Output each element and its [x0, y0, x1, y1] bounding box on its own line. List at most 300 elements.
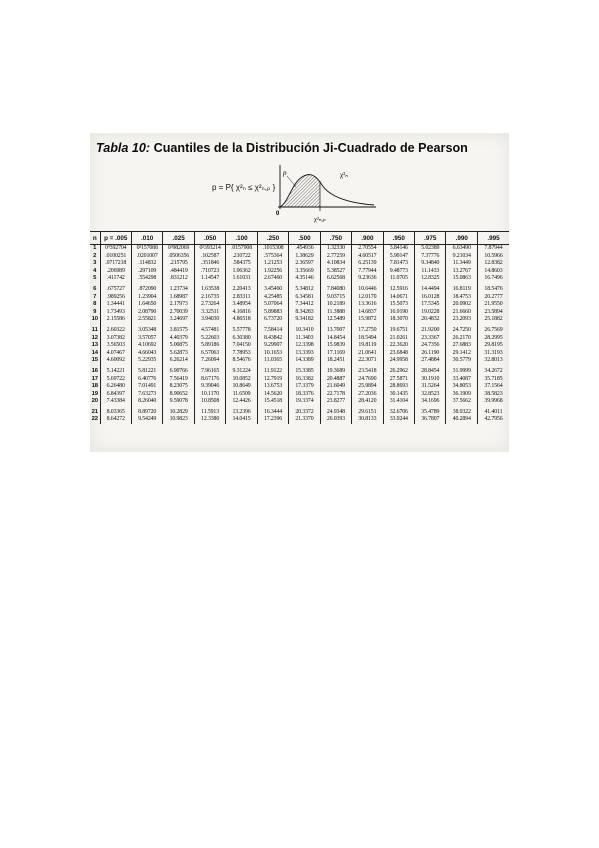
table-row [90, 294, 509, 302]
table-cell: 19.0228 [415, 309, 446, 317]
row-n-cell: 2 [90, 253, 100, 261]
table-cell: 24.7690 [352, 376, 383, 384]
table-row [90, 309, 509, 317]
table-cell: .351846 [194, 260, 225, 268]
table-cell: 10.5966 [484, 252, 503, 259]
table-cell: 6.84397 [100, 391, 131, 399]
table-cell: 3.32511 [194, 309, 225, 317]
table-cell: 21.9200 [415, 324, 446, 335]
table-cell: 28.2995 [484, 334, 503, 341]
label-chi: χ²ₙ [340, 171, 348, 179]
table-cell: 0⁴392704 [100, 245, 131, 253]
table-cell: 16.3382 [289, 376, 320, 384]
table-cell: 29.6151 [352, 406, 383, 417]
table-cell: 26.2170 [446, 335, 477, 343]
table-row [90, 365, 509, 376]
table-cell: 8.90652 [163, 391, 194, 399]
table-cell: 12.3380 [194, 416, 225, 424]
table-cell: 39.9968 [484, 398, 503, 405]
table-cell: 2.77259 [320, 253, 351, 261]
row-n-cell: 13 [90, 342, 100, 350]
table-cell: 4.60517 [352, 253, 383, 261]
table-cell: 6.26480 [100, 383, 131, 391]
table-cell: 33.9244 [383, 416, 414, 424]
table-cell: 24.9958 [383, 357, 414, 365]
table-cell: 11.0705 [383, 275, 414, 283]
table-cell: 18.5494 [352, 335, 383, 343]
table-cell: 11.3449 [446, 260, 477, 268]
table-cell: 42.7956 [484, 416, 503, 423]
header-n: n [90, 232, 100, 245]
row-n-cell: 12 [90, 335, 100, 343]
table-cell: 10.2829 [163, 406, 194, 417]
table-cell: 2.73264 [194, 301, 225, 309]
table-row [90, 406, 509, 417]
table-cell: 24.7356 [415, 342, 446, 350]
header-p-12: .995 [477, 232, 509, 245]
row-n-cell: 15 [90, 357, 100, 365]
table-cell: 8.03365 [100, 406, 131, 417]
table-cell: 7.26094 [194, 357, 225, 365]
table-cell: .710723 [194, 268, 225, 276]
table-cell: 30.5779 [446, 357, 477, 365]
table-row [90, 335, 509, 343]
table-cell: 15.3385 [289, 365, 320, 376]
table-cell: 3.84146 [383, 245, 414, 253]
table-row [90, 357, 509, 365]
table-cell: .206989 [100, 268, 131, 276]
table-cell: 21.9550 [484, 301, 503, 308]
table-row [90, 342, 509, 350]
table-cell: 1.32330 [320, 245, 351, 253]
row-n-cell: 6 [90, 283, 100, 294]
table-cell: 13.3616 [352, 301, 383, 309]
table-cell: .484419 [163, 268, 194, 276]
table-cell: 15.9872 [352, 316, 383, 324]
table-cell: 8.43842 [257, 335, 288, 343]
table-cell: 12.7919 [257, 376, 288, 384]
table-cell: 0³982069 [163, 245, 194, 253]
header-p-11: .990 [446, 232, 477, 245]
header-p-7: .750 [320, 232, 351, 245]
table-cell: 20.0902 [446, 301, 477, 309]
header-p-6: .500 [289, 232, 320, 245]
table-row [90, 275, 509, 283]
table-cell: 6.25139 [352, 260, 383, 268]
table-cell: 10.1653 [257, 350, 288, 358]
table-cell: 26.7569 [484, 326, 503, 333]
table-cell: 9.59078 [163, 398, 194, 406]
table-cell: 5.81221 [131, 365, 162, 376]
table-cell: 9.48773 [383, 268, 414, 276]
table-cell: 10.9823 [163, 416, 194, 424]
table-cell: 12.3398 [289, 342, 320, 350]
row-n-cell: 18 [90, 383, 100, 391]
table-cell: .575364 [257, 253, 288, 261]
table-row [90, 253, 509, 261]
table-cell: 3.94030 [194, 316, 225, 324]
table-cell: 20.3372 [289, 406, 320, 417]
table-row [90, 416, 509, 424]
table-cell: 4.16816 [226, 309, 257, 317]
table-cell: 6.62568 [320, 275, 351, 283]
table-cell: 14.0671 [383, 294, 414, 302]
table-cell: 21.6049 [320, 383, 351, 391]
table-cell: 17.2396 [257, 416, 288, 424]
table-cell: 9.23636 [352, 275, 383, 283]
table-cell: 16.7496 [484, 275, 503, 282]
table-cell: 30.1435 [383, 391, 414, 399]
table-cell: 19.3689 [320, 365, 351, 376]
table-cell: 38.5823 [484, 390, 503, 397]
table-cell: 40.2894 [446, 416, 477, 424]
table-cell: 19.6751 [383, 324, 414, 335]
table-cell: 5.69722 [100, 376, 131, 384]
label-p: p [283, 169, 287, 177]
table-row [90, 283, 509, 294]
table-cell: 2.55821 [131, 316, 162, 324]
table-cell: 37.5662 [446, 398, 477, 406]
table-cell: 28.4120 [352, 398, 383, 406]
table-cell: 7.77944 [352, 268, 383, 276]
table-cell: 2.15586 [100, 316, 131, 324]
table-row [90, 398, 509, 406]
table-cell: 5.34812 [289, 283, 320, 294]
table-cell: 2.36597 [289, 260, 320, 268]
table-cell: 32.8523 [415, 391, 446, 399]
header-p-3: .050 [194, 232, 225, 245]
table-cell: 1.68987 [163, 294, 194, 302]
table-cell: 4.35146 [289, 275, 320, 283]
table-cell: 30.1910 [415, 376, 446, 384]
table-cell: 28.8454 [415, 365, 446, 376]
header-p-2: .025 [163, 232, 194, 245]
table-cell: 4.10834 [320, 260, 351, 268]
table-cell: 12.5916 [383, 283, 414, 294]
table-cell: 33.4087 [446, 376, 477, 384]
table-cell: 29.8195 [484, 342, 503, 349]
table-cell: 23.5418 [352, 365, 383, 376]
table-cell: 4.10692 [131, 342, 162, 350]
row-n-cell: 3 [90, 260, 100, 268]
table-cell: 16.0128 [415, 294, 446, 302]
table-cell: 9.34182 [289, 316, 320, 324]
table-cell: 6.57063 [194, 350, 225, 358]
table-cell: 4.60092 [100, 357, 131, 365]
table-cell: 6.26214 [163, 357, 194, 365]
table-cell: 13.2767 [446, 268, 477, 276]
table-cell: .210722 [226, 253, 257, 261]
table-cell: 11.3888 [320, 309, 351, 317]
table-cell: 24.9348 [320, 406, 351, 417]
table-cell: 37.1564 [484, 383, 503, 390]
table-cell: 1.38629 [289, 253, 320, 261]
table-cell: .0506356 [163, 253, 194, 261]
table-cell: 21.3370 [289, 416, 320, 424]
table-cell: 15.5073 [383, 301, 414, 309]
table-cell: 7.34412 [289, 301, 320, 309]
table-cell: 0³157088 [131, 245, 162, 253]
table-cell: 2.67460 [257, 275, 288, 283]
table-cell: .1015308 [257, 245, 288, 253]
table-cell: 16.8119 [446, 283, 477, 294]
table-cell: 23.5894 [484, 308, 503, 315]
table-cell: 9.34840 [415, 260, 446, 268]
table-cell: 31.9999 [446, 365, 477, 376]
table-cell: 26.2962 [383, 365, 414, 376]
table-cell: .454936 [289, 245, 320, 253]
table-cell: 4.57481 [194, 324, 225, 335]
table-cell: .114832 [131, 260, 162, 268]
table-cell: 36.1909 [446, 391, 477, 399]
table-cell: 26.1190 [415, 350, 446, 358]
table-cell: 11.5913 [194, 406, 225, 417]
table-row [90, 391, 509, 399]
table-cell: 7.96165 [194, 365, 225, 376]
table-cell: 19.3374 [289, 398, 320, 406]
table-cell: 14.6837 [352, 309, 383, 317]
table-cell: 7.81473 [383, 260, 414, 268]
table-cell: 10.0852 [226, 376, 257, 384]
table-cell: 32.6706 [383, 406, 414, 417]
row-n-cell: 11 [90, 324, 100, 335]
table-cell: 3.35669 [289, 268, 320, 276]
row-n-cell: 9 [90, 309, 100, 317]
table-cell: 32.8013 [484, 357, 503, 364]
table-cell: 12.5489 [320, 316, 351, 324]
table-cell: 17.2750 [352, 324, 383, 335]
table-cell: 7.63273 [131, 391, 162, 399]
table-cell: 34.1696 [415, 398, 446, 406]
table-cell: 6.90766 [163, 365, 194, 376]
table-cell: 10.8508 [194, 398, 225, 406]
table-cell: 18.3070 [383, 316, 414, 324]
table-cell: .0157908 [226, 245, 257, 253]
table-cell: 10.2189 [320, 301, 351, 309]
table-row [90, 245, 509, 253]
table-cell: 1.61031 [226, 275, 257, 283]
table-cell: 18.3376 [289, 391, 320, 399]
table-cell: 14.0415 [226, 416, 257, 424]
table-cell: .831212 [163, 275, 194, 283]
table-cell: 4.25485 [257, 294, 288, 302]
table-cell: 24.7250 [446, 324, 477, 335]
table-cell: 14.4494 [415, 283, 446, 294]
table-cell: 1.23904 [131, 294, 162, 302]
table-body [90, 245, 509, 425]
table-cell: 30.8133 [352, 416, 383, 424]
table-cell: 31.5264 [415, 383, 446, 391]
table-cell: 5.07064 [257, 301, 288, 309]
table-cell: 10.3410 [289, 324, 320, 335]
table-cell: 18.5476 [484, 285, 503, 292]
header-p-10: .975 [415, 232, 446, 245]
table-cell: 23.2093 [446, 316, 477, 324]
table-cell: 5.99147 [383, 253, 414, 261]
table-cell: 10.6446 [352, 283, 383, 294]
table-cell: .989256 [100, 294, 131, 302]
table-cell: 8.26040 [131, 398, 162, 406]
table-cell: 1.92256 [257, 268, 288, 276]
table-cell: .0717218 [100, 260, 131, 268]
table-cell: .215795 [163, 260, 194, 268]
row-n-cell: 8 [90, 301, 100, 309]
table-cell: 5.02389 [415, 245, 446, 253]
table-cell: 6.73720 [257, 316, 288, 324]
table-cell: 4.86518 [226, 316, 257, 324]
table-cell: 7.78953 [226, 350, 257, 358]
chi-square-density-diagram [270, 163, 380, 225]
table-cell: 27.6883 [446, 342, 477, 350]
table-cell: 31.3193 [484, 349, 503, 356]
table-cell: 5.62873 [163, 350, 194, 358]
table-cell: 1.34441 [100, 301, 131, 309]
table-cell: 11.1433 [415, 268, 446, 276]
table-cell: 4.66043 [131, 350, 162, 358]
table-cell: .411742 [100, 275, 131, 283]
table-cell: 17.1169 [320, 350, 351, 358]
table-cell: 5.57778 [226, 324, 257, 335]
table-cell: 2.83311 [226, 294, 257, 302]
table-cell: 2.16735 [194, 294, 225, 302]
header-p-1: .010 [131, 232, 162, 245]
table-cell: 4.07467 [100, 350, 131, 358]
table-cell: 7.43384 [100, 398, 131, 406]
table-cell: 13.7007 [320, 324, 351, 335]
table-cell: 12.0170 [352, 294, 383, 302]
row-n-cell: 16 [90, 365, 100, 376]
table-header-row [90, 232, 509, 245]
table-cell: 21.0261 [383, 335, 414, 343]
row-n-cell: 20 [90, 398, 100, 406]
table-cell: 13.2396 [226, 406, 257, 417]
table-cell: 5.38527 [320, 268, 351, 276]
table-cell: 11.9122 [257, 365, 288, 376]
table-cell: 28.8693 [383, 383, 414, 391]
table-cell: 7.04150 [226, 342, 257, 350]
row-n-cell: 7 [90, 294, 100, 302]
table-cell: .872090 [131, 283, 162, 294]
table-cell: 14.8603 [484, 267, 503, 274]
table-cell: 18.4753 [446, 294, 477, 302]
table-cell: 11.3403 [289, 335, 320, 343]
table-cell: 10.1170 [194, 391, 225, 399]
table-cell: 27.2036 [352, 391, 383, 399]
row-n-cell: 14 [90, 350, 100, 358]
table-cell: 20.4887 [320, 376, 351, 384]
header-p-9: .950 [383, 232, 414, 245]
table-cell: 1.73493 [100, 309, 131, 317]
table-cell: 7.56419 [163, 376, 194, 384]
label-quantile: χ²ₙ,ₚ [314, 216, 326, 223]
table-cell: 25.1882 [484, 316, 503, 323]
table-title-text: Cuantiles de la Distribución Ji-Cuadrado de Pearson [153, 141, 468, 155]
table-cell: 35.7185 [484, 375, 503, 382]
table-cell: 23.3367 [415, 335, 446, 343]
table-cell: 3.57057 [131, 335, 162, 343]
table-cell: 3.81575 [163, 324, 194, 335]
header-p-5: .250 [257, 232, 288, 245]
table-cell: 17.3379 [289, 383, 320, 391]
table-cell: 9.39046 [194, 383, 225, 391]
row-n-cell: 22 [90, 416, 100, 424]
row-n-cell: 10 [90, 316, 100, 324]
table-cell: 35.4789 [415, 406, 446, 417]
table-cell: 13.3393 [289, 350, 320, 358]
table-row [90, 350, 509, 358]
table-cell: 2.70039 [163, 309, 194, 317]
table-cell: 15.4518 [257, 398, 288, 406]
table-cell: 22.3071 [352, 357, 383, 365]
table-cell: 12.8382 [484, 260, 503, 267]
table-cell: 6.30380 [226, 335, 257, 343]
table-cell: 12.4426 [226, 398, 257, 406]
table-cell: 0²393214 [194, 245, 225, 253]
chi-square-quantile-table [90, 231, 509, 424]
table-cell: 5.22603 [194, 335, 225, 343]
table-cell: 5.22935 [131, 357, 162, 365]
table-row [90, 316, 509, 324]
table-cell: 19.8119 [352, 342, 383, 350]
table-cell: 21.6660 [446, 309, 477, 317]
table-cell: 5.89883 [257, 309, 288, 317]
table-cell: 2.17973 [163, 301, 194, 309]
table-row [90, 268, 509, 276]
table-cell: 8.54676 [226, 357, 257, 365]
table-cell: 14.5620 [257, 391, 288, 399]
table-cell: .675727 [100, 283, 131, 294]
table-cell: 3.24697 [163, 316, 194, 324]
table-cell: 8.23075 [163, 383, 194, 391]
table-cell: 1.64650 [131, 301, 162, 309]
table-cell: 11.0365 [257, 357, 288, 365]
table-cell: .0100251 [100, 253, 131, 261]
table-cell: .102587 [194, 253, 225, 261]
table-row [90, 301, 509, 309]
table-cell: 3.07382 [100, 335, 131, 343]
table-cell: 41.4011 [484, 408, 503, 415]
probability-formula: p = P{ χ²ₙ ≤ χ²ₙ,ₚ } [212, 183, 276, 192]
table-cell: .584375 [226, 260, 257, 268]
table-cell: 3.05348 [131, 324, 162, 335]
table-cell: 34.8053 [446, 383, 477, 391]
table-cell: 8.67176 [194, 376, 225, 384]
table-cell: 4.40379 [163, 335, 194, 343]
scanned-table-page [90, 133, 509, 452]
table-title [96, 141, 506, 155]
table-cell: 20.2777 [484, 293, 503, 300]
row-n-cell: 21 [90, 406, 100, 417]
table-cell: 7.87944 [484, 245, 503, 251]
table-cell: 1.14547 [194, 275, 225, 283]
table-cell: 23.8277 [320, 398, 351, 406]
table-cell: 11.6509 [226, 391, 257, 399]
table-row [90, 383, 509, 391]
table-cell: 34.2672 [484, 367, 503, 374]
table-cell: 29.1412 [446, 350, 477, 358]
table-cell: 27.4884 [415, 357, 446, 365]
table-cell: 1.23734 [163, 283, 194, 294]
table-cell: 6.34581 [289, 294, 320, 302]
table-cell: 36.7807 [415, 416, 446, 424]
table-cell: 9.21034 [446, 253, 477, 261]
table-cell: 16.3444 [257, 406, 288, 417]
table-cell: 3.48954 [226, 301, 257, 309]
table-cell: 12.8325 [415, 275, 446, 283]
table-cell: 9.29907 [257, 342, 288, 350]
table-cell: 14.8454 [320, 335, 351, 343]
row-n-cell: 17 [90, 376, 100, 384]
